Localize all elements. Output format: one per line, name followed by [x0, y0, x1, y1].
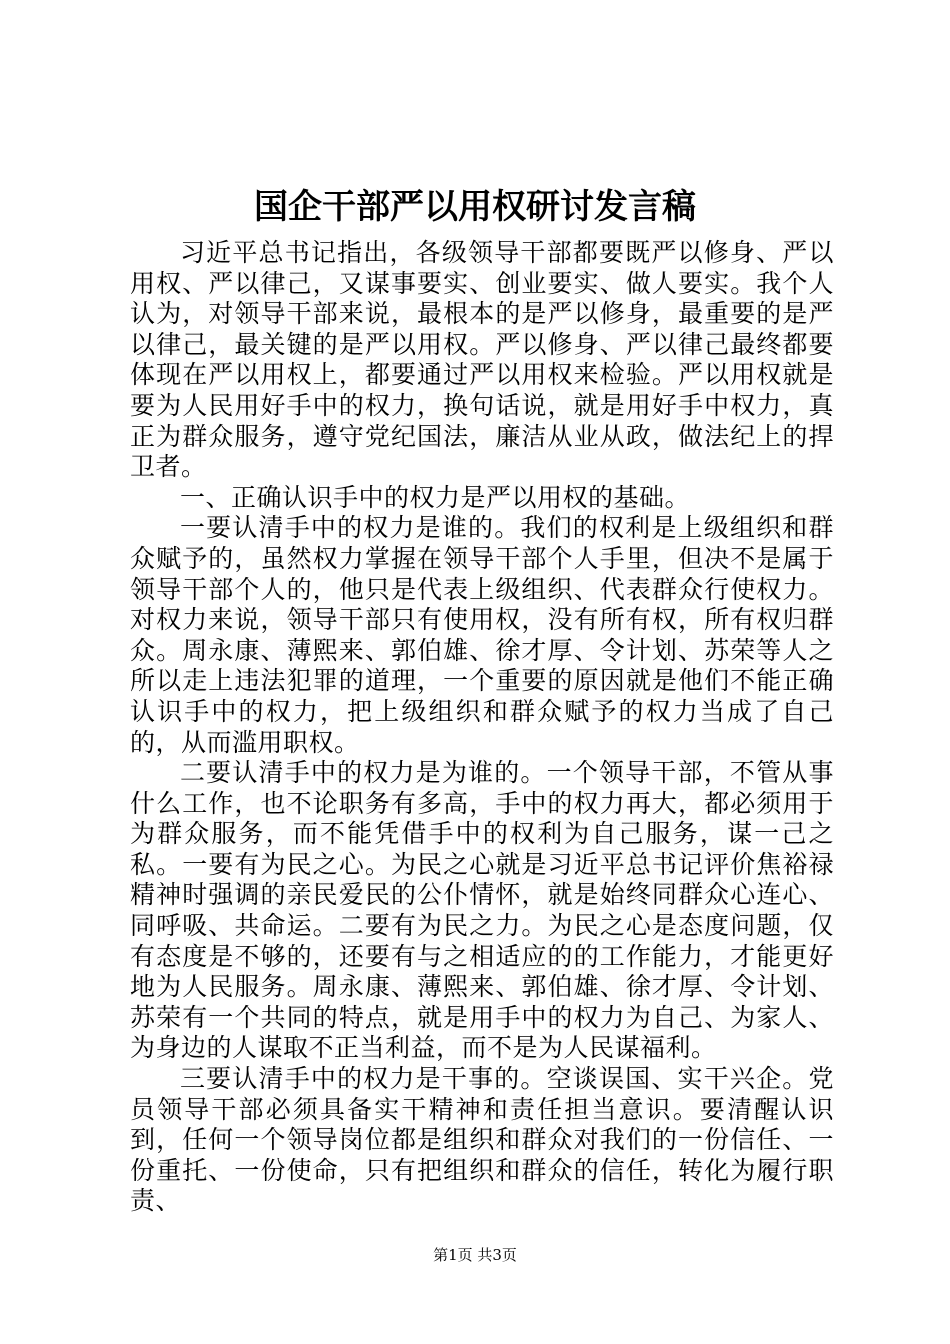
document-body — [130, 238, 834, 1217]
paragraph-point-2: 二要认清手中的权力是为谁的。一个领导干部，不管从事什么工作，也不论职务有多高，手中的权力再大，都必须用于为群众服务，而不能凭借手中的权利为自己服务，谋一己之私。一要有为民之心。为民之心就是习近平总书记评价焦裕禄精神时强调的亲民爱民的公仆情怀，就是始终同群众心连心、同呼吸、共命运。二要有为民之力。为民之心是态度问题，仅有态度是不够的，还要有与之相适应的的工作能力，才能更好地为人民服务。周永康、薄熙来、郭伯雄、徐才厚、令计划、苏荣有一个共同的特点，就是用手中的权力为自己、为家人、为身边的人谋取不正当利益，而不是为人民谋福利。 — [130, 758, 834, 1063]
section-heading-1: 一、正确认识手中的权力是严以用权的基础。 — [180, 482, 691, 512]
paragraph-point-1: 一要认清手中的权力是谁的。我们的权利是上级组织和群众赋予的，虽然权力掌握在领导干部个人手里，但决不是属于领导干部个人的，他只是代表上级组织、代表群众行使权力。对权力来说，领导干部只有使用权，没有所有权，所有权归群众。周永康、薄熙来、郭伯雄、徐才厚、令计划、苏荣等人之所以走上违法犯罪的道理，一个重要的原因就是他们不能正确认识手中的权力，把上级组织和群众赋予的权力当成了自己的，从而滥用职权。 — [130, 513, 834, 757]
paragraph-point-3: 三要认清手中的权力是干事的。空谈误国、实干兴企。党员领导干部必须具备实干精神和责任担当意识。要清醒认识到，任何一个领导岗位都是组织和群众对我们的一份信任、一份重托、一份使命，只有把组织和群众的信任，转化为履行职责、 — [130, 1064, 834, 1216]
paragraph-intro: 习近平总书记指出，各级领导干部都要既严以修身、严以用权、严以律己，又谋事要实、创业要实、做人要实。我个人认为，对领导干部来说，最根本的是严以修身，最重要的是严以律己，最关键的是严以用权。严以修身、严以律己最终都要体现在严以用权上，都要通过严以用权来检验。严以用权就是要为人民用好手中的权力，换句话说，就是用好手中权力，真正为群众服务，遵守党纪国法，廉洁从业从政，做法纪上的捍卫者。 — [130, 238, 834, 482]
page-number-footer: 第1页 共3页 — [433, 1246, 517, 1264]
document-title: 国企干部严以用权研讨发言稿 — [254, 187, 696, 227]
